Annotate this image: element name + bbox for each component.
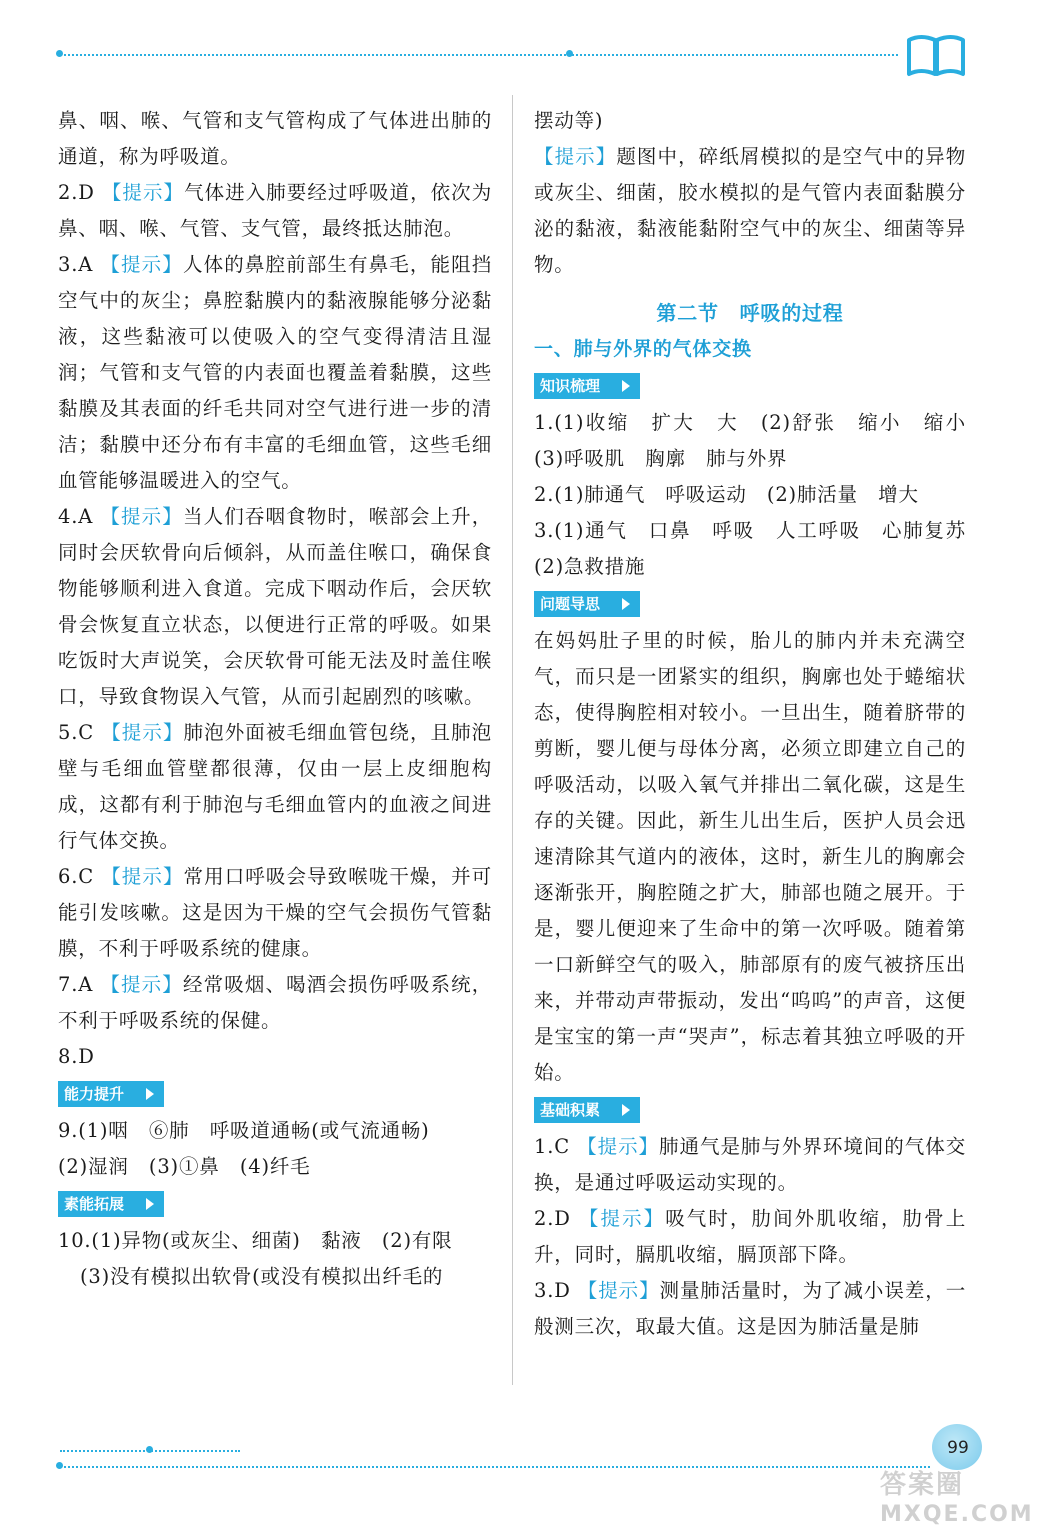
hint-label: 【提示】: [101, 865, 184, 888]
watermark: [880, 1470, 1050, 1530]
text-paragraph: 10.(1)异物(或灰尘、细菌) 黏液 (2)有限: [58, 1229, 453, 1252]
answer-text: 吸气时，肋间外肌收缩，肋骨上升，同时，膈肌收缩，膈顶部下降。: [534, 1207, 967, 1266]
hint-label: 【提示】: [101, 721, 184, 744]
text-paragraph: 3.(1)通气 口鼻 呼吸 人工呼吸 心肺复苏 (2)急救措施: [534, 519, 987, 578]
answer-item: [58, 175, 492, 247]
answer-item: [534, 1201, 966, 1273]
hint-label: 【提示】: [577, 1135, 660, 1158]
section-tag-label: 基础积累: [540, 1101, 601, 1119]
section-tag: [58, 1191, 164, 1217]
page-number: 99: [947, 1438, 969, 1458]
hint-label: 【提示】: [101, 181, 185, 204]
hint-label: 【提示】: [578, 1207, 666, 1230]
answer-item: [534, 1273, 966, 1345]
answer-text: 肺泡外面被毛细血管包绕，且肺泡壁与毛细血管壁都很薄，仅由一层上皮细胞构成，这都有利于肺泡与毛细血管内的血液之间进行气体交换。: [58, 721, 492, 852]
answer-number: 4.A: [58, 505, 94, 528]
text-paragraph: 2.(1)肺通气 呼吸运动 (2)肺活量 增大: [534, 483, 919, 506]
answer-item: [58, 967, 492, 1039]
left-column: [58, 103, 492, 1295]
text-paragraph: 摆动等): [534, 109, 604, 132]
answer-item: [58, 247, 492, 499]
section-tag: [534, 373, 640, 399]
hint-label: 【提示】: [100, 253, 183, 276]
text-paragraph: (3)没有模拟出软骨(或没有模拟出纤毛的: [80, 1265, 444, 1288]
answer-number: 7.A: [58, 973, 94, 996]
answer-text: 常用口呼吸会导致喉咙干燥，并可能引发咳嗽。这是因为干燥的空气会损伤气管黏膜，不利于呼吸系统的健康。: [58, 865, 492, 960]
answer-text: 人体的鼻腔前部生有鼻毛，能阻挡空气中的灰尘；鼻腔黏膜内的黏液腺能够分泌黏液，这些黏液可以使吸入的空气变得清洁且湿润；气管和支气管的内表面也覆盖着黏膜，这些黏膜及其表面的纤毛共同对空气进行进一步的清洁；黏膜中还分布有丰富的毛细血管，这些毛细血管能够温暖进入的空气。: [58, 253, 492, 492]
footer-dot-left: [56, 1462, 63, 1469]
column-divider: [512, 95, 513, 1385]
answer-number: 2.D: [534, 1207, 571, 1230]
answer-item: [58, 715, 492, 859]
section-tag-label: 知识梳理: [540, 377, 601, 395]
right-column: [534, 103, 987, 1345]
text-paragraph: (2)湿润 (3)①鼻 (4)纤毛: [58, 1155, 311, 1178]
text-paragraph: 在妈妈肚子里的时候，胎儿的肺内并未充满空气，而只是一团紧实的组织，胸廓也处于蜷缩状态，使得胸腔相对较小。一旦出生，随着脐带的剪断，婴儿便与母体分离，必须立即建立自己的呼吸活动，以吸入氧气并排出二氧化碳，这是生存的关键。因此，新生儿出生后，医护人员会迅速清除其气道内的液体，这时，新生儿的胸廓会逐渐张开，胸腔随之扩大，肺部也随之展开。于是，婴儿便迎来了生命中的第一次呼吸。随着第一口新鲜空气的吸入，肺部原有的废气被挤压出来，并带动声带振动，发出“呜呜”的声音，这便是宝宝的第一声“哭声”，标志着其独立呼吸的开始。: [534, 629, 966, 1084]
answer-item: [58, 499, 492, 715]
hint-label: 【提示】: [577, 1279, 660, 1302]
answer-text: 当人们吞咽食物时，喉部会上升，同时会厌软骨向后倾斜，从而盖住喉口，确保食物能够顺利进入食道。完成下咽动作后，会厌软骨会恢复直立状态，以便进行正常的呼吸。如果吃饭时大声说笑，会厌软骨可能无法及时盖住喉口，导致食物误入气管，从而引起剧烈的咳嗽。: [58, 505, 492, 708]
answer-text: 题图中，碎纸屑模拟的是空气中的异物或灰尘、细菌，胶水模拟的是气管内表面黏膜分泌的黏液，黏液能黏附空气中的灰尘、细菌等异物。: [534, 145, 966, 276]
answer-number: 1.C: [534, 1135, 570, 1158]
hint-label: 【提示】: [534, 145, 617, 168]
text-paragraph: 9.(1)咽 ⑥肺 呼吸道通畅(或气流通畅): [58, 1119, 430, 1142]
answer-text: 肺通气是肺与外界环境间的气体交换，是通过呼吸运动实现的。: [534, 1135, 966, 1194]
play-arrow-icon: [622, 598, 630, 610]
answer-item: [58, 1039, 492, 1075]
book-icon: [905, 32, 967, 78]
play-arrow-icon: [622, 380, 630, 392]
subsection-title: 一、肺与外界的气体交换: [534, 338, 752, 360]
answer-number: 3.A: [58, 253, 94, 276]
answer-text: 经常吸烟、喝酒会损伤呼吸系统，不利于呼吸系统的保健。: [58, 973, 492, 1032]
answer-item: [58, 859, 492, 967]
hint-label: 【提示】: [100, 973, 183, 996]
header-dot-right: [566, 50, 573, 57]
section-tag: [534, 1097, 640, 1123]
section-title: 第二节 呼吸的过程: [656, 301, 844, 325]
header-dot-left: [56, 50, 63, 57]
footer-dotted-line: [60, 1466, 930, 1468]
answer-number: 5.C: [58, 721, 94, 744]
play-arrow-icon: [146, 1198, 154, 1210]
section-tag: [58, 1081, 164, 1107]
footer-dot: [146, 1446, 153, 1453]
watermark-line1: 答案圈: [880, 1470, 965, 1500]
text-paragraph: 1.(1)收缩 扩大 大 (2)舒张 缩小 缩小 (3)呼吸肌 胸廓 肺与外界: [534, 411, 987, 470]
answer-number: 2.D: [58, 181, 95, 204]
answer-text: 测量肺活量时，为了减小误差，一般测三次，取最大值。这是因为肺活量是肺: [534, 1279, 966, 1338]
header-dotted-line: [60, 54, 898, 56]
answer-item: [534, 139, 966, 283]
answer-number: 8.D: [58, 1045, 95, 1068]
answer-item: [534, 1129, 966, 1201]
watermark-line2: MXQE.COM: [880, 1502, 1034, 1527]
section-tag-label: 问题导思: [540, 595, 601, 613]
answer-number: 6.C: [58, 865, 94, 888]
play-arrow-icon: [622, 1104, 630, 1116]
text-paragraph: 鼻、咽、喉、气管和支气管构成了气体进出肺的通道，称为呼吸道。: [58, 109, 492, 168]
answer-text: 气体进入肺要经过呼吸道，依次为鼻、咽、喉、气管、支气管，最终抵达肺泡。: [58, 181, 492, 240]
hint-label: 【提示】: [100, 505, 183, 528]
answer-number: 3.D: [534, 1279, 571, 1302]
section-tag: [534, 591, 640, 617]
play-arrow-icon: [146, 1088, 154, 1100]
section-tag-label: 素能拓展: [64, 1195, 125, 1213]
section-tag-label: 能力提升: [64, 1085, 125, 1103]
